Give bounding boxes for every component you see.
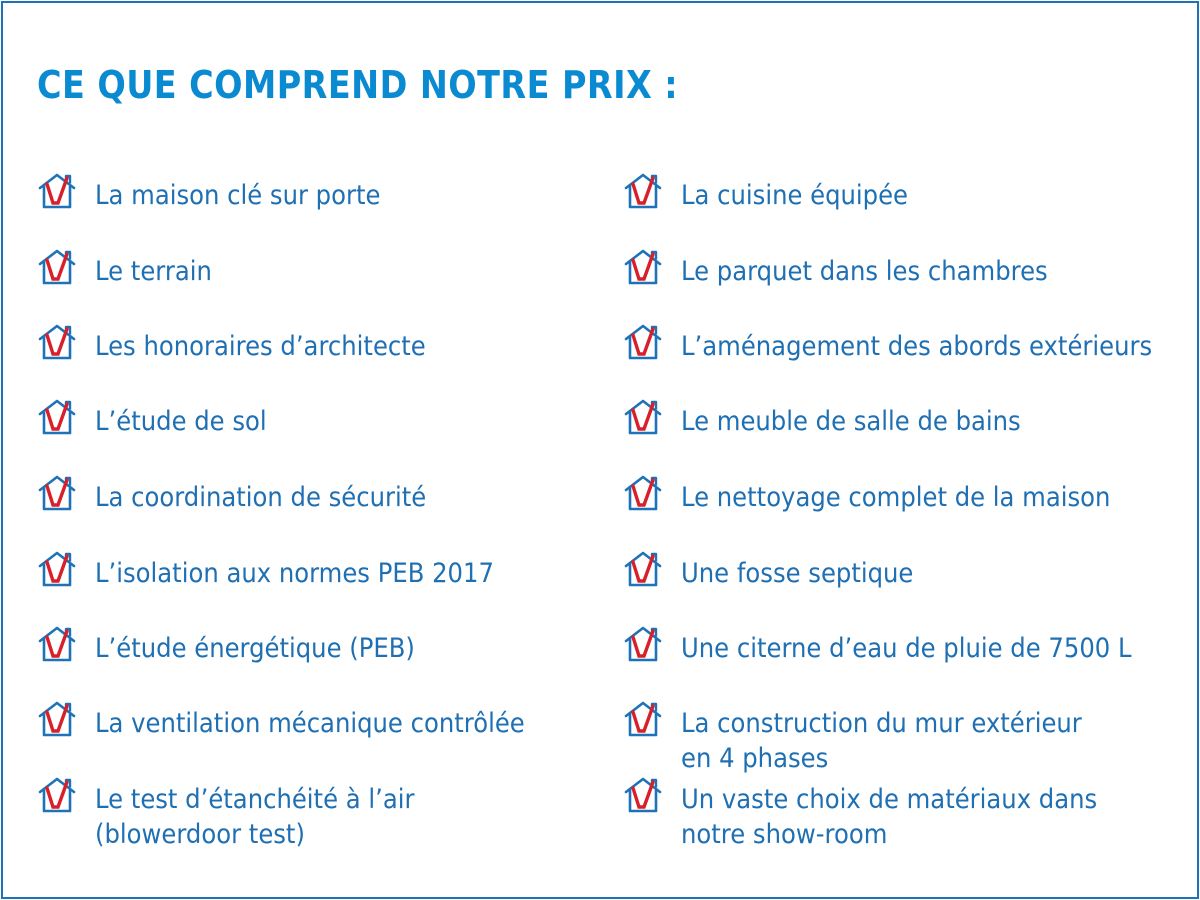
checklist-item-line: La maison clé sur porte	[95, 180, 381, 211]
checklist-item	[36, 706, 596, 741]
house-check-icon	[622, 625, 664, 663]
house-check-icon	[36, 248, 78, 286]
checklist-item-line: La coordination de sécurité	[95, 482, 427, 513]
checklist-item-label	[681, 404, 1021, 439]
checklist-item-line: L’étude de sol	[95, 406, 267, 437]
checklist-item-label	[95, 631, 415, 666]
checklist-item-line: Une fosse septique	[681, 558, 914, 589]
checklist-item-line: La ventilation mécanique contrôlée	[95, 708, 525, 739]
checklist-item-line: Le nettoyage complet de la maison	[681, 482, 1111, 513]
checklist-item	[36, 329, 596, 364]
checklist-item	[36, 782, 596, 852]
checklist-item-label	[95, 706, 525, 741]
checklist-item-line: Le terrain	[95, 256, 212, 287]
house-check-icon	[622, 474, 664, 512]
checklist-item-line: Le parquet dans les chambres	[681, 256, 1048, 287]
checklist-item	[36, 556, 596, 591]
checklist-item-line: La cuisine équipée	[681, 180, 909, 211]
checklist-item-line: L’étude énergétique (PEB)	[95, 633, 415, 664]
checklist-item-label	[95, 329, 426, 364]
checklist-item-line: Une citerne d’eau de pluie de 7500 L	[681, 633, 1132, 664]
checklist-item-label	[681, 178, 908, 213]
checklist-item-label	[681, 706, 1082, 776]
checklist-item	[622, 706, 1182, 776]
house-check-icon	[36, 323, 78, 361]
checklist-item	[36, 480, 596, 515]
checklist-item-label	[95, 404, 267, 439]
house-check-icon	[36, 625, 78, 663]
house-check-icon	[622, 248, 664, 286]
checklist-item-label	[681, 254, 1048, 289]
house-check-icon	[622, 776, 664, 814]
checklist-item-line: Le meuble de salle de bains	[681, 406, 1021, 437]
checklist-item-line: L’aménagement des abords extérieurs	[681, 331, 1153, 362]
checklist-item-line: Les honoraires d’architecte	[95, 331, 426, 362]
checklist-item	[36, 254, 596, 289]
checklist-item-line: (blowerdoor test)	[95, 819, 305, 850]
checklist-item-line: La construction du mur extérieur	[681, 708, 1082, 739]
checklist-item	[36, 631, 596, 666]
checklist-item-label	[95, 782, 414, 852]
house-check-icon	[622, 398, 664, 436]
checklist-item-line: notre show-room	[681, 819, 888, 850]
house-check-icon	[622, 323, 664, 361]
house-check-icon	[36, 398, 78, 436]
checklist-item-label	[681, 329, 1152, 364]
house-check-icon	[622, 550, 664, 588]
checklist-item-line: Un vaste choix de matériaux dans	[681, 784, 1098, 815]
house-check-icon	[36, 172, 78, 210]
checklist-item	[36, 404, 596, 439]
checklist-item-line: Le test d’étanchéité à l’air	[95, 784, 415, 815]
checklist-item	[622, 631, 1182, 666]
checklist-item-label	[95, 178, 380, 213]
checklist-item	[622, 782, 1182, 852]
checklist-item-label	[681, 782, 1097, 852]
house-check-icon	[622, 172, 664, 210]
house-check-icon	[36, 700, 78, 738]
checklist-item	[622, 480, 1182, 515]
house-check-icon	[36, 550, 78, 588]
checklist-item-label	[95, 254, 212, 289]
house-check-icon	[36, 776, 78, 814]
checklist-item-label	[95, 556, 494, 591]
checklist-item-label	[681, 556, 913, 591]
checklist-item-line: en 4 phases	[681, 743, 829, 774]
checklist-item	[622, 254, 1182, 289]
house-check-icon	[622, 700, 664, 738]
checklist-item-line: L’isolation aux normes PEB 2017	[95, 558, 494, 589]
checklist-item	[622, 178, 1182, 213]
checklist-item	[622, 329, 1182, 364]
checklist-item-label	[95, 480, 426, 515]
checklist-item-label	[681, 480, 1110, 515]
checklist-item	[36, 178, 596, 213]
checklist-item-label	[681, 631, 1132, 666]
checklist-item	[622, 556, 1182, 591]
page-title: CE QUE COMPREND NOTRE PRIX :	[37, 63, 679, 107]
checklist-item	[622, 404, 1182, 439]
house-check-icon	[36, 474, 78, 512]
